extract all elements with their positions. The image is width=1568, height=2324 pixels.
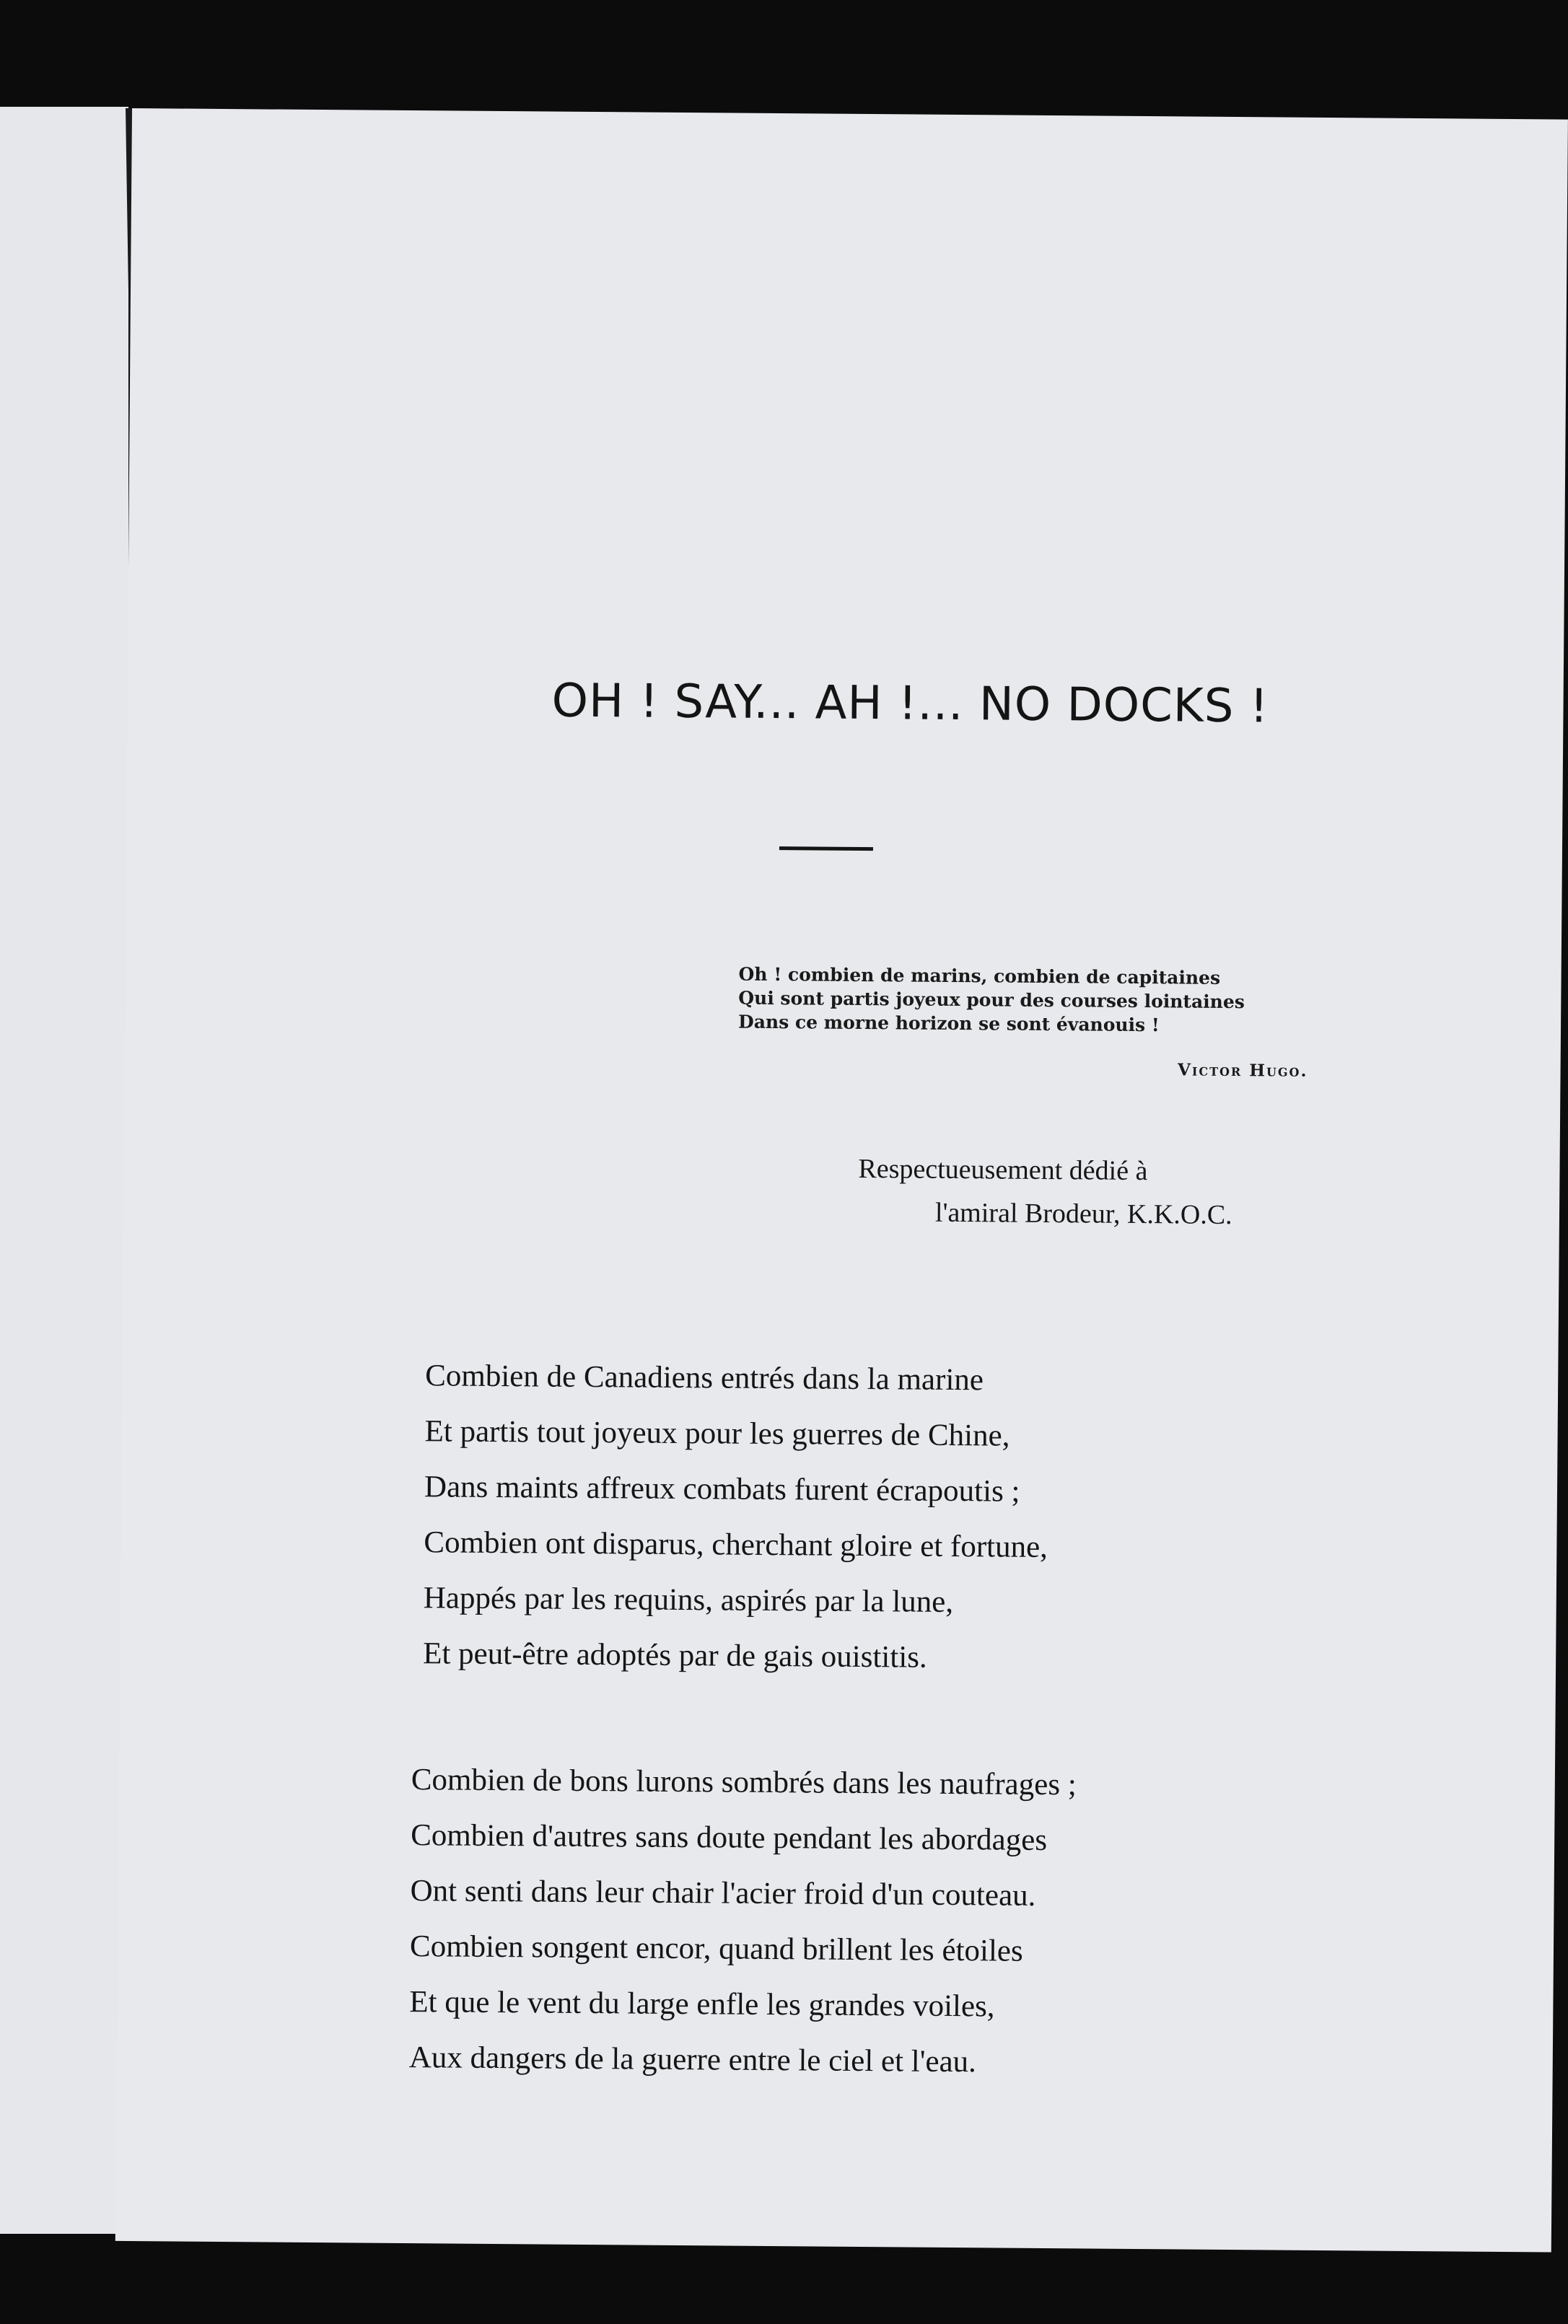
verse-line: Ont senti dans leur chair l'acier froid d'un couteau. <box>410 1874 1036 1913</box>
verse-line: Happés par les requins, aspirés par la lune, <box>423 1581 954 1620</box>
dedication-line: l'amiral Brodeur, K.K.O.C. <box>934 1197 1232 1231</box>
verse-line: Aux dangers de la guerre entre le ciel et l'eau. <box>408 2040 977 2079</box>
verse-line: Dans maints affreux combats furent écrapoutis ; <box>424 1470 1020 1509</box>
verse-line: Combien ont disparus, cherchant gloire et fortune, <box>424 1525 1048 1565</box>
verse-line: Combien de Canadiens entrés dans la marine <box>425 1359 984 1398</box>
epigraph-line: Dans ce morne horizon se sont évanouis ! <box>737 1011 1160 1036</box>
verse-line: Combien d'autres sans doute pendant les abordages <box>411 1818 1048 1858</box>
verse-line: Combien de bons lurons sombrés dans les naufrages ; <box>411 1763 1077 1802</box>
verse-line: Combien songent encor, quand brillent les étoiles <box>409 1929 1023 1968</box>
verse-line: Et partis tout joyeux pour les guerres de Chine, <box>424 1414 1010 1453</box>
poem-title: OH ! SAY... AH !... NO DOCKS ! <box>551 674 1269 734</box>
stanza <box>423 1348 1049 1686</box>
book-page <box>115 108 1568 2253</box>
epigraph-line: Qui sont partis joyeux pour des courses lointaines <box>738 987 1245 1013</box>
dedication-line: Respectueusement dédié à <box>858 1153 1148 1187</box>
epigraph-line: Oh ! combien de marins, combien de capitaines <box>738 963 1221 988</box>
epigraph-author: Victor Hugo. <box>1177 1060 1308 1081</box>
verse-line: Et peut-être adoptés par de gais ouistitis. <box>423 1636 927 1675</box>
facing-page-edge <box>0 107 128 2234</box>
stanza <box>408 1752 1077 2090</box>
epigraph <box>738 963 1309 1038</box>
title-divider <box>779 846 873 851</box>
verse-line: Et que le vent du large enfle les grandes voiles, <box>409 1985 995 2024</box>
